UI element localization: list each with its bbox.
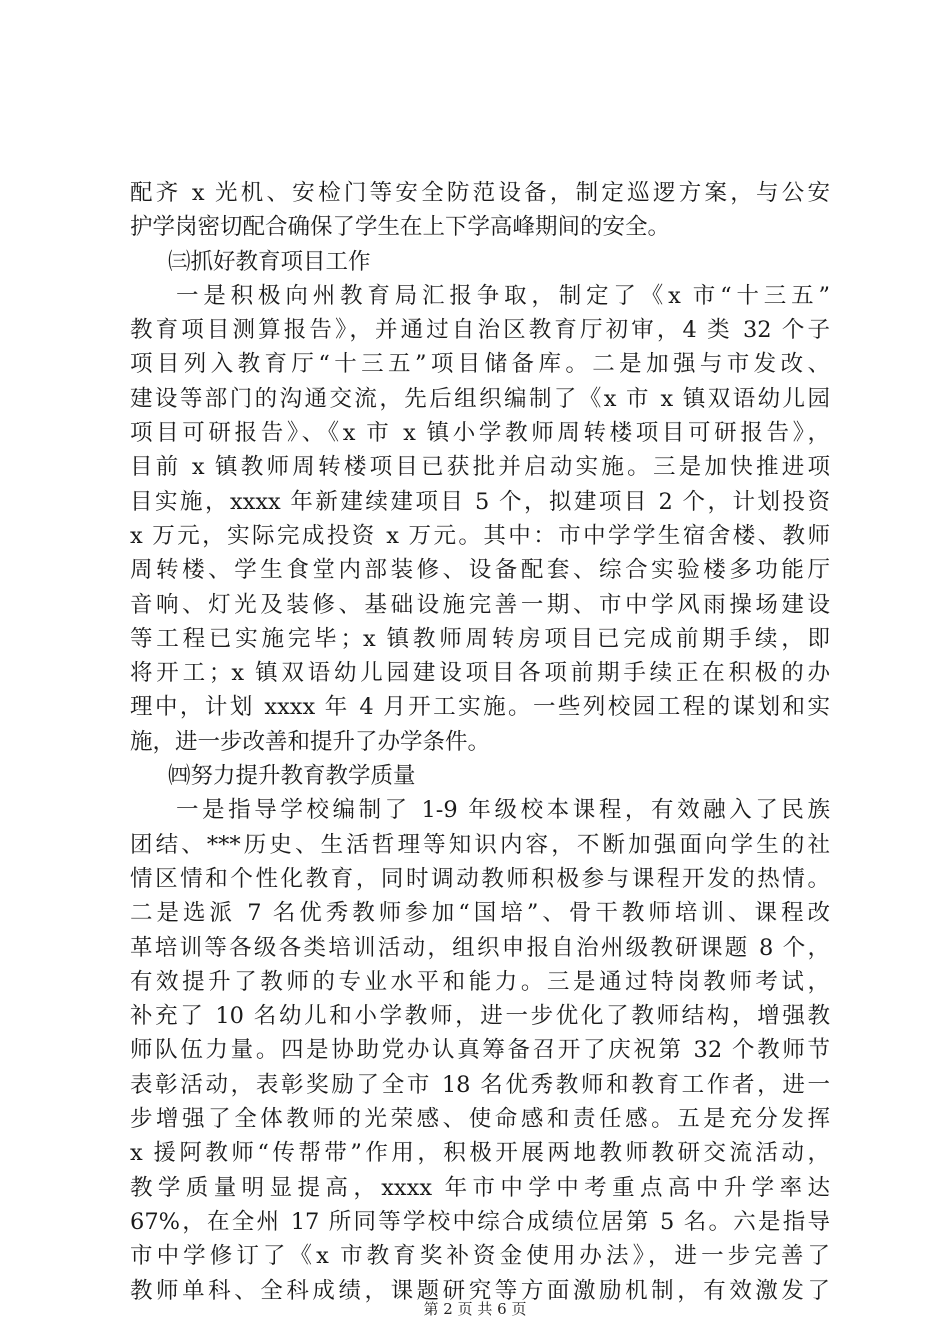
text-line: 将开工；x 镇双语幼儿园建设项目各项前期手续正在积极的办 xyxy=(130,660,830,687)
text-line: 表彰活动，表彰奖励了全市 18 名优秀教师和教育工作者，进一 xyxy=(130,1071,830,1098)
text-line: 项目列入教育厅“十三五”项目储备库。二是加强与市发改、 xyxy=(130,351,830,378)
text-line: 周转楼、学生食堂内部装修、设备配套、综合实验楼多功能厅 xyxy=(130,557,830,584)
text-line: 情区情和个性化教育，同时调动教师积极参与课程开发的热情。 xyxy=(130,865,830,892)
text-line: 配齐 x 光机、安检门等安全防范设备，制定巡逻方案，与公安 xyxy=(130,180,830,206)
text-line: 教师单科、全科成绩，课题研究等方面激励机制，有效激发了 xyxy=(130,1277,830,1304)
text-line: 建设等部门的沟通交流，先后组织编制了《x 市 x 镇双语幼儿园 xyxy=(130,385,830,412)
text-line: 二是选派 7 名优秀教师参加“国培”、骨干教师培训、课程改 xyxy=(130,900,830,927)
text-line: 一是指导学校编制了 1-9 年级校本课程，有效融入了民族 xyxy=(176,797,830,824)
section-heading: ㈢抓好教育项目工作 xyxy=(168,248,371,275)
text-line: 教学质量明显提高，xxxx 年市中学中考重点高中升学率达 xyxy=(130,1174,830,1201)
text-line: 革培训等各级各类培训活动，组织申报自治州级教研课题 8 个， xyxy=(130,934,830,961)
text-line: 67%，在全州 17 所同等学校中综合成绩位居第 5 名。六是指导 xyxy=(130,1208,830,1235)
section-heading: ㈣努力提升教育教学质量 xyxy=(168,763,416,790)
text-line: 项目可研报告》、《x 市 x 镇小学教师周转楼项目可研报告》， xyxy=(130,420,830,447)
text-line: 师队伍力量。四是协助党办认真筹备召开了庆祝第 32 个教师节 xyxy=(130,1037,830,1064)
text-line: 步增强了全体教师的光荣感、使命感和责任感。五是充分发挥 xyxy=(130,1106,830,1133)
text-line: 护学岗密切配合确保了学生在上下学高峰期间的安全。 xyxy=(130,214,671,241)
text-line: 补充了 10 名幼儿和小学教师，进一步优化了教师结构，增强教 xyxy=(130,1003,830,1030)
text-line: 有效提升了教师的专业水平和能力。三是通过特岗教师考试， xyxy=(130,968,830,995)
text-line: 目实施，xxxx 年新建续建项目 5 个，拟建项目 2 个，计划投资 xyxy=(130,488,830,515)
text-line: 目前 x 镇教师周转楼项目已获批并启动实施。三是加快推进项 xyxy=(130,454,830,481)
text-line: 教育项目测算报告》，并通过自治区教育厅初审，4 类 32 个子 xyxy=(130,317,830,344)
text-line: 一是积极向州教育局汇报争取，制定了《x 市“十三五” xyxy=(176,282,830,309)
text-line: 等工程已实施完毕；x 镇教师周转房项目已完成前期手续，即 xyxy=(130,625,830,652)
text-line: 团结、***历史、生活哲理等知识内容，不断加强面向学生的社 xyxy=(130,831,830,858)
text-line: 施，进一步改善和提升了办学条件。 xyxy=(130,728,491,755)
text-line: 音响、灯光及装修、基础设施完善一期、市中学风雨操场建设 xyxy=(130,591,830,618)
text-line: x 万元，实际完成投资 x 万元。其中：市中学学生宿舍楼、教师 xyxy=(130,522,830,549)
text-line: x 援阿教师“传帮带”作用，积极开展两地教师教研交流活动， xyxy=(130,1140,830,1167)
document-body xyxy=(130,176,830,1308)
text-line: 理中，计划 xxxx 年 4 月开工实施。一些列校园工程的谋划和实 xyxy=(130,694,830,721)
page-footer: 第 2 页 共 6 页 xyxy=(423,1300,527,1318)
text-line: 市中学修订了《x 市教育奖补资金使用办法》，进一步完善了 xyxy=(130,1243,830,1270)
